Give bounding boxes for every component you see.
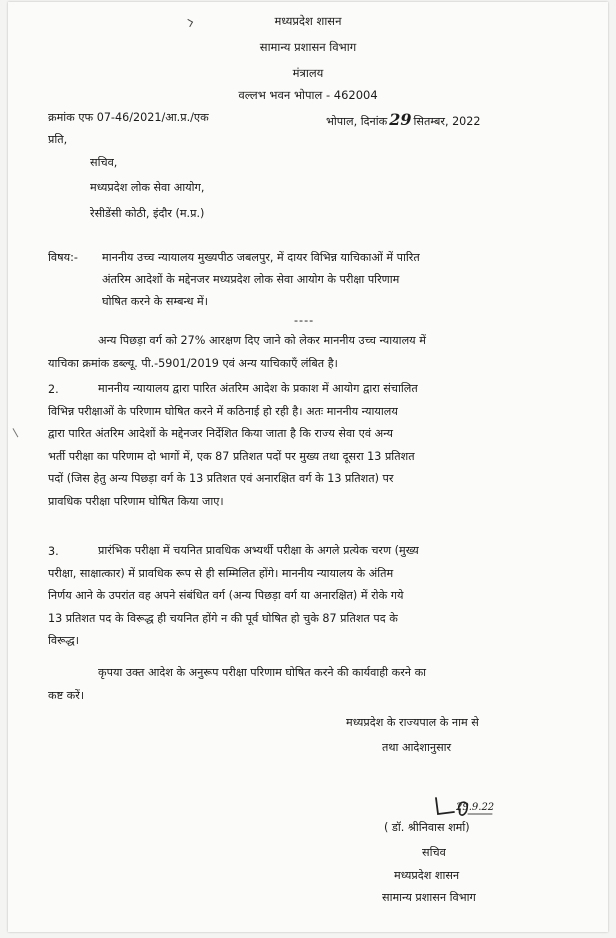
signatory-department: सामान्य प्रशासन विभाग — [382, 891, 476, 904]
paragraph-2-line: द्वारा पारित अंतरिम आदेशों के मद्देनजर निर्देशित किया जाता है कि राज्य सेवा एवं अन्य — [48, 427, 393, 440]
paragraph-2-line: भर्ती परीक्षा का परिणाम दो भागों में, एक 87 प्रतिशत पदों पर मुख्य तथा दूसरा 13 प्रतिशत — [48, 449, 415, 463]
recipient-line1: सचिव, — [90, 156, 118, 169]
paragraph-2 — [48, 378, 568, 513]
signatory-designation: सचिव — [422, 846, 446, 859]
header-ministry: मंत्रालय — [292, 66, 324, 80]
signature-authority: मध्यप्रदेश के राज्यपाल के नाम से — [346, 716, 479, 729]
paragraph-2-line: माननीय न्यायालय द्वारा पारित अंतरिम आदेश के प्रकाश में आयोग द्वारा संचालित — [98, 382, 418, 395]
signatory-name: ( डॉ. श्रीनिवास शर्मा) — [384, 821, 470, 834]
paragraph-3-line: विरूद्ध। — [48, 634, 79, 647]
paragraph-2-line: पदों (जिस हेतु अन्य पिछड़ा वर्ग के 13 प्रतिशत एवं अनारक्षित वर्ग के 13 प्रतिशत) पर — [48, 472, 394, 485]
place-date-prefix: भोपाल, दिनांक — [326, 115, 388, 128]
subject-label: विषय:- — [48, 251, 78, 264]
recipient-prati: प्रति, — [48, 133, 68, 146]
paragraph-3-line: प्रारंभिक परीक्षा में चयनित प्रावधिक अभ्यर्थी परीक्षा के अगले प्रत्येक चरण (मुख्य — [98, 544, 419, 557]
header-department: सामान्य प्रशासन विभाग — [259, 40, 357, 54]
paragraph-2-line: विभिन्न परीक्षाओं के परिणाम घोषित करने में कठिनाई हो रही है। अतः माननीय न्यायालय — [48, 404, 398, 418]
subject-separator: ---- — [294, 314, 315, 327]
header-address: वल्लभ भवन भोपाल - 462004 — [238, 88, 378, 102]
paragraph-3-line: परीक्षा, साक्षात्कार) में प्रावधिक रूप से ही सम्मिलित होंगे। माननीय न्यायालय के अंतिम — [48, 566, 394, 580]
paragraph-1 — [48, 330, 568, 375]
recipient-line3: रेसीडेंसी कोठी, इंदौर (म.प्र.) — [90, 207, 205, 220]
letter-page — [8, 2, 608, 932]
paragraph-4 — [48, 662, 568, 707]
recipient-line2: मध्यप्रदेश लोक सेवा आयोग, — [90, 181, 205, 194]
place-date-rest: सितम्बर, 2022 — [413, 115, 481, 128]
subject-line3: घोषित करने के सम्बन्ध में। — [102, 295, 208, 308]
paragraph-3-line: 13 प्रतिशत पद के विरूद्ध ही चयनित होंगे न की पूर्व घोषित हो चुके 87 प्रतिशत पद के — [48, 611, 398, 625]
place-date — [326, 110, 481, 129]
paragraph-4-line: कष्ट करें। — [48, 688, 85, 702]
subject-line1: माननीय उच्च न्यायालय मुख्यपीठ जबलपुर, में दायर विभिन्न याचिकाओं में पारित — [102, 251, 420, 264]
subject-line2: अंतरिम आदेशों के मद्देनजर मध्यप्रदेश लोक सेवा आयोग के परीक्षा परिणाम — [102, 273, 400, 286]
handwritten-date: 29 — [389, 110, 412, 129]
reference-number: क्रमांक एफ 07-46/2021/आ.प्र./एक — [48, 111, 209, 124]
paragraph-4-line: कृपया उक्त आदेश के अनुरूप परीक्षा परिणाम घोषित करने की कार्यवाही करने का — [98, 666, 427, 679]
paragraph-3 — [48, 540, 568, 653]
signature-order: तथा आदेशानुसार — [382, 741, 452, 754]
paragraph-3-line: निर्णय आने के उपरांत वह अपने संबंधित वर्ग (अन्य पिछड़ा वर्ग या अनारक्षित) में रोके गये — [48, 589, 404, 602]
paragraph-2-line: प्रावधिक परीक्षा परिणाम घोषित किया जाए। — [48, 494, 224, 508]
signature-date: 29.9.22 — [456, 802, 495, 813]
scan-mark — [12, 428, 19, 438]
header-govt: मध्यप्रदेश शासन — [274, 14, 342, 28]
paragraph-1-line: अन्य पिछड़ा वर्ग को 27% आरक्षण दिए जाने को लेकर माननीय उच्च न्यायालय में — [98, 334, 426, 347]
paragraph-2-number: 2. — [48, 383, 59, 396]
paragraph-3-number: 3. — [48, 545, 59, 558]
signatory-govt: मध्यप्रदेश शासन — [394, 869, 460, 882]
paragraph-1-line: याचिका क्रमांक डब्ल्यू. पी.-5901/2019 एवं अन्य याचिकाएँ लंबित है। — [48, 356, 338, 370]
